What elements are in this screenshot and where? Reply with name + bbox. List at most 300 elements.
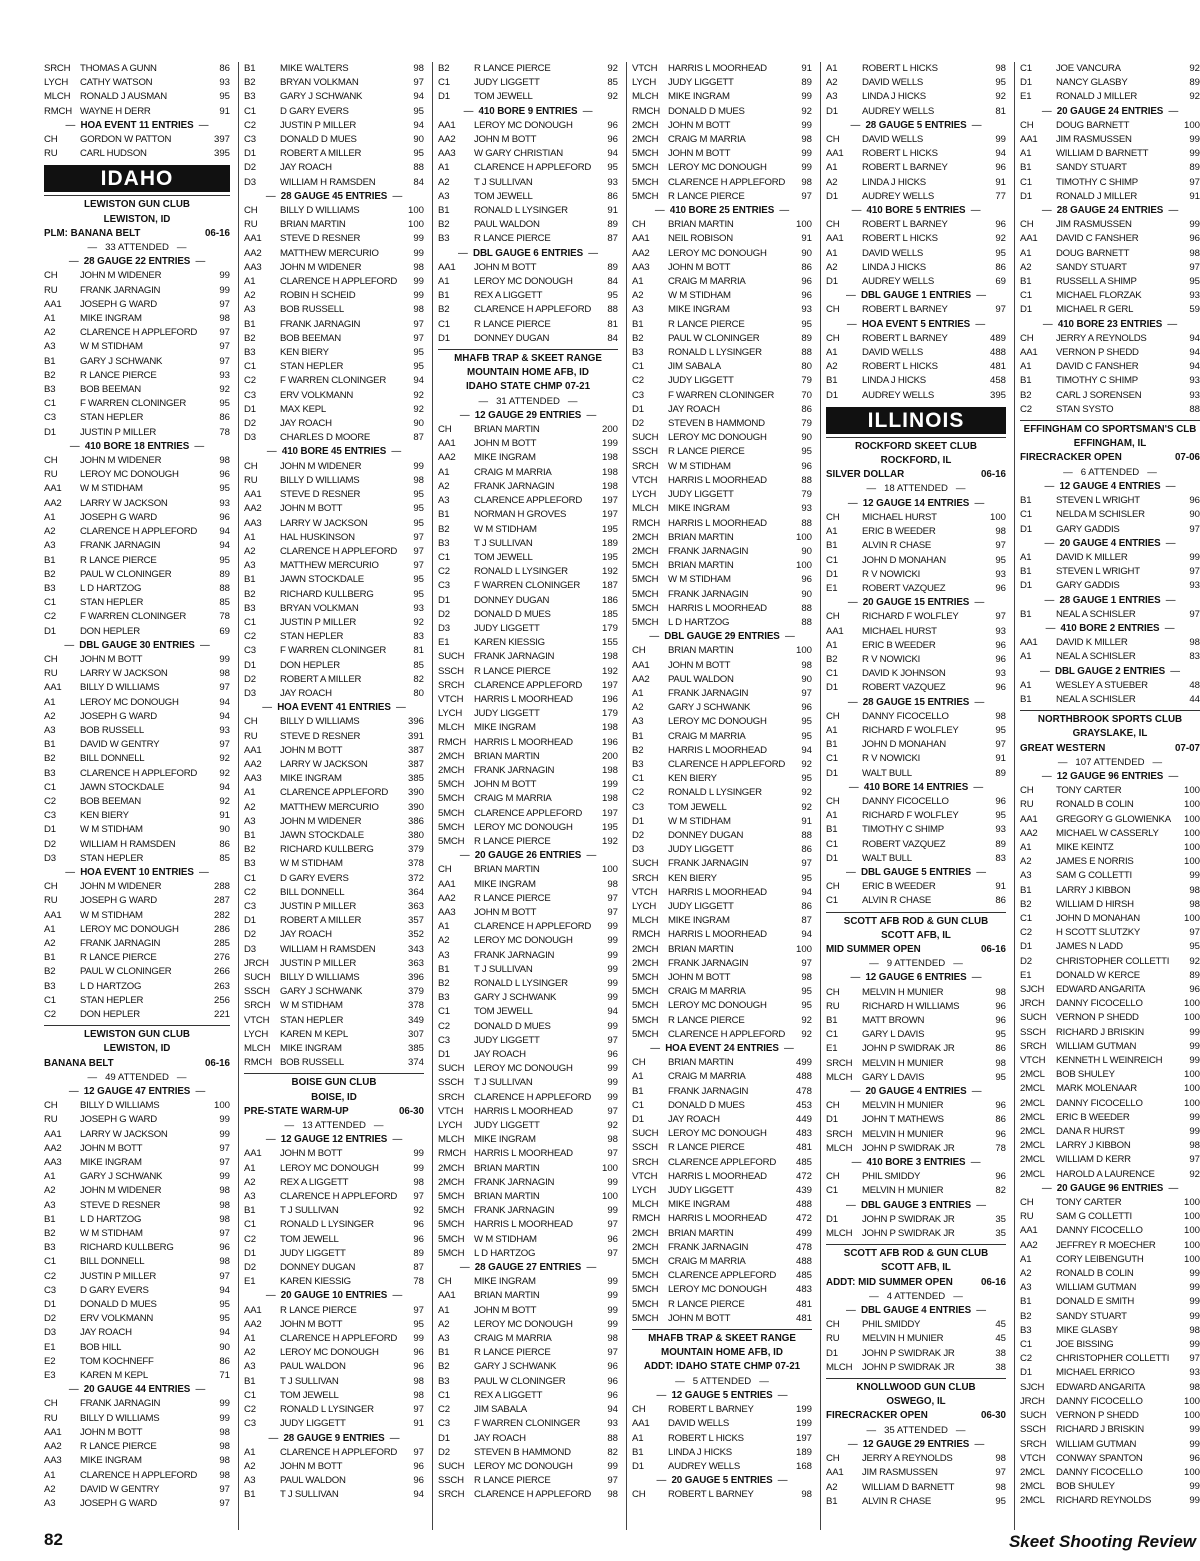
attendance: — 18 ATTENDED — (826, 482, 1006, 496)
result-row (244, 1318, 424, 1332)
shooter-name: DONALD E SMITH (1056, 1296, 1135, 1308)
result-row (44, 62, 230, 76)
score: 98 (995, 1057, 1006, 1069)
shooter-name: JOHN M BOTT (280, 1148, 343, 1160)
result-row (1020, 1026, 1200, 1040)
result-row (826, 275, 1006, 289)
shooter-name: LARRY W JACKSON (80, 1128, 168, 1140)
shooter-name: ROBERT L BARNEY (862, 304, 948, 316)
magazine-title: Skeet Shooting Review (1008, 1532, 1196, 1551)
shooter-name: BOB RUSSELL (280, 1057, 344, 1069)
shooter-name: THOMAS A GUNN (80, 63, 157, 74)
class-label: VTCH (438, 693, 464, 705)
class-label: D1 (1020, 190, 1032, 202)
event-section-header: — DBL GAUGE 4 ENTRIES — (826, 1304, 1006, 1318)
class-label: A3 (438, 1333, 450, 1345)
result-row (244, 403, 424, 417)
shooter-name: BILL DONNELL (280, 886, 345, 898)
shooter-name: MICHAEL HURST (862, 625, 937, 637)
shooter-name: JAY ROACH (280, 162, 332, 174)
shooter-name: LARRY J KIBBON (1056, 884, 1131, 896)
shooter-name: JUDY LIGGETT (474, 622, 540, 634)
class-label: 2MCL (1020, 1495, 1045, 1507)
result-row (44, 1099, 230, 1113)
score: 96 (607, 119, 618, 131)
shooter-name: T J SULLIVAN (474, 537, 533, 549)
class-label: A3 (438, 949, 450, 961)
shooter-name: KEN BIERY (80, 810, 129, 822)
class-label: C2 (438, 1020, 450, 1032)
result-row (1020, 1097, 1200, 1111)
shooter-name: MIKE INGRAM (668, 915, 730, 927)
shooter-name: JUSTIN P MILLER (280, 616, 357, 628)
class-label: AA3 (438, 148, 456, 160)
class-label: A2 (826, 1481, 838, 1493)
score: 98 (1189, 637, 1200, 649)
class-label: C1 (244, 1389, 256, 1401)
class-label: CH (1020, 1197, 1034, 1209)
score: 378 (407, 858, 424, 870)
club-location: SCOTT AFB, IL (881, 1262, 951, 1274)
shooter-name: NELDA M SCHISLER (1056, 509, 1145, 521)
class-label: A3 (244, 815, 256, 827)
class-label: A2 (826, 77, 838, 89)
shooter-name: REX A LIGGETT (474, 1389, 543, 1401)
score: 93 (995, 668, 1006, 680)
shooter-name: JOHN M BOTT (280, 1318, 343, 1330)
shooter-name: HARRIS L MOORHEAD (474, 1105, 573, 1117)
result-row (1020, 1082, 1200, 1096)
class-label: A1 (826, 639, 838, 651)
result-row (244, 517, 424, 531)
class-label: CH (44, 1398, 58, 1410)
score: 97 (413, 318, 424, 330)
shooter-name: FRANK JARNAGIN (80, 540, 161, 552)
result-row (632, 119, 812, 133)
event-section-header: — 410 BORE 18 ENTRIES — (44, 440, 230, 454)
result-row (826, 360, 1006, 374)
shooter-name: F WARREN CLONINGER (80, 398, 187, 410)
result-row (438, 1048, 618, 1062)
class-label: C1 (826, 668, 838, 680)
score: 97 (413, 1304, 424, 1316)
result-row (438, 906, 618, 920)
score: 97 (413, 531, 424, 543)
result-row (244, 76, 424, 90)
shooter-name: BRIAN MARTIN (668, 1227, 734, 1239)
result-row (826, 809, 1006, 823)
shooter-name: FRANK JARNAGIN (80, 284, 161, 296)
class-label: AA1 (1020, 813, 1038, 825)
shooter-name: W M STIDHAM (668, 815, 731, 827)
class-label: C2 (244, 886, 256, 898)
class-label: AA1 (44, 298, 62, 310)
class-label: C3 (632, 801, 644, 813)
score: 98 (1189, 1140, 1200, 1152)
shooter-name: DAVID WELLS (862, 347, 924, 359)
score: 93 (995, 568, 1006, 580)
score: 100 (1183, 1395, 1200, 1407)
result-row (826, 752, 1006, 766)
score: 94 (607, 1404, 618, 1416)
shooter-name: GREGORY G GLOWIENKA (1056, 813, 1171, 825)
score: 374 (407, 1057, 424, 1069)
result-row (1020, 374, 1200, 388)
class-label: AA1 (44, 483, 62, 495)
shooter-name: ALVIN R CHASE (862, 540, 932, 552)
score: 93 (1189, 580, 1200, 592)
class-label: C1 (1020, 1339, 1032, 1351)
class-label: 2MCL (1020, 1069, 1045, 1081)
result-row (244, 815, 424, 829)
result-row (438, 318, 618, 332)
class-label: A1 (826, 63, 838, 74)
score: 98 (1189, 884, 1200, 896)
class-label: SRCH (632, 460, 659, 472)
result-row (826, 639, 1006, 653)
result-row (244, 1261, 424, 1275)
result-row (244, 176, 424, 190)
class-label: D1 (826, 105, 838, 117)
shooter-name: REX A LIGGETT (280, 1176, 349, 1188)
result-row (438, 991, 618, 1005)
shooter-name: JOHN P SWIDRAK JR (862, 1361, 955, 1373)
class-label: D1 (1020, 580, 1032, 592)
score: 99 (1189, 1040, 1200, 1052)
class-label: AA1 (438, 438, 456, 450)
result-row (244, 1332, 424, 1346)
score: 95 (995, 77, 1006, 89)
score: 198 (601, 466, 618, 478)
shooter-name: LEROY MC DONOUGH (80, 469, 179, 481)
class-label: AA3 (44, 1455, 62, 1467)
result-row (826, 1000, 1006, 1014)
shooter-name: CRAIG M MARRIA (474, 793, 552, 805)
shooter-name: HARRIS L MOORHEAD (668, 63, 767, 74)
score: 97 (801, 957, 812, 969)
score: 395 (213, 148, 230, 160)
shooter-name: STEVEN B HAMMOND (474, 1446, 571, 1458)
class-label: RU (1020, 799, 1034, 811)
shooter-name: BRYAN VOLKMAN (280, 602, 359, 614)
shooter-name: DOUG BARNETT (1056, 119, 1130, 131)
result-row (44, 133, 230, 147)
result-row (244, 218, 424, 232)
shooter-name: ROBERT L HICKS (862, 63, 938, 74)
score: 100 (1183, 799, 1200, 811)
shooter-name: RONALD L LYSINGER (668, 787, 762, 799)
result-row (1020, 508, 1200, 522)
score: 92 (607, 91, 618, 103)
club-name: BOISE GUN CLUB (244, 1073, 424, 1090)
shooter-name: FRANK JARNAGIN (668, 1241, 749, 1253)
result-row (632, 1255, 812, 1269)
result-row (632, 176, 812, 190)
score: 93 (995, 625, 1006, 637)
result-row (44, 610, 230, 624)
result-row (826, 90, 1006, 104)
shooter-name: TOM KOCHNEFF (80, 1355, 154, 1367)
class-label: CH (826, 795, 840, 807)
class-label: B2 (438, 523, 450, 535)
score: 98 (413, 1389, 424, 1401)
result-row (632, 730, 812, 744)
result-row (244, 232, 424, 246)
score: 95 (1189, 941, 1200, 953)
event-date: 06-16 (980, 1276, 1006, 1288)
result-row (44, 1312, 230, 1326)
result-row (632, 147, 812, 161)
score: 97 (1189, 1353, 1200, 1365)
event-section-header: — DBL GAUGE 1 ENTRIES — (826, 289, 1006, 303)
result-row (1020, 608, 1200, 622)
score: 93 (1189, 375, 1200, 387)
result-row (632, 829, 812, 843)
class-label: A1 (244, 1162, 256, 1174)
result-row (44, 340, 230, 354)
class-label: B2 (438, 304, 450, 316)
result-row (244, 289, 424, 303)
result-row (44, 1298, 230, 1312)
class-label: A1 (44, 1469, 56, 1481)
shooter-name: HARRIS L MOORHEAD (668, 929, 767, 941)
shooter-name: KAREN KIESSIG (474, 637, 545, 649)
shooter-name: JAWN STOCKDALE (280, 829, 364, 841)
score: 197 (601, 679, 618, 691)
result-row (632, 1198, 812, 1212)
result-row (1020, 1281, 1200, 1295)
shooter-name: JIM RASMUSSEN (1056, 134, 1132, 146)
result-row (1020, 1153, 1200, 1167)
class-label: CH (632, 219, 646, 231)
score: 86 (219, 63, 230, 74)
shooter-name: BRIAN MARTIN (474, 1162, 540, 1174)
score: 98 (219, 1455, 230, 1467)
score: 90 (801, 247, 812, 259)
score: 99 (801, 162, 812, 174)
result-row (632, 374, 812, 388)
result-row (632, 1460, 812, 1474)
shooter-name: WILLIAM GUTMAN (1056, 1282, 1137, 1294)
class-label: D1 (826, 1347, 838, 1359)
result-row (244, 900, 424, 914)
shooter-name: HARRIS L MOORHEAD (668, 1213, 767, 1225)
score: 94 (219, 1327, 230, 1339)
class-label: AA1 (244, 489, 262, 501)
score: 276 (213, 952, 230, 964)
result-row (44, 1241, 230, 1255)
score: 195 (601, 551, 618, 563)
class-label: D1 (244, 1247, 256, 1259)
result-row (44, 383, 230, 397)
class-label: CH (826, 134, 840, 146)
result-row (632, 1488, 812, 1502)
result-row (632, 999, 812, 1013)
score: 92 (801, 1028, 812, 1040)
shooter-name: BILLY D WILLIAMS (280, 972, 360, 983)
class-label: A2 (244, 1460, 256, 1472)
club-name: NORTHBROOK SPORTS CLUB (1020, 710, 1200, 727)
shooter-name: LEROY MC DONOUGH (668, 1000, 767, 1012)
score: 95 (413, 148, 424, 160)
result-row (632, 687, 812, 701)
shooter-name: KAREN KIESSIG (280, 1276, 351, 1288)
score: 96 (1189, 233, 1200, 245)
result-row (826, 625, 1006, 639)
class-label: A1 (1020, 679, 1032, 691)
score: 87 (413, 1262, 424, 1274)
score: 95 (413, 588, 424, 600)
class-label: E1 (244, 1276, 256, 1288)
result-row (244, 573, 424, 587)
result-row (244, 886, 424, 900)
score: 97 (219, 1497, 230, 1509)
result-row (826, 852, 1006, 866)
result-row (44, 1255, 230, 1269)
score: 97 (607, 1105, 618, 1117)
result-row (438, 1119, 618, 1133)
result-row (438, 1233, 618, 1247)
score: 95 (219, 91, 230, 103)
score: 84 (607, 332, 618, 344)
score: 99 (1189, 1339, 1200, 1351)
class-label: AA1 (44, 1128, 62, 1140)
score: 100 (1183, 1211, 1200, 1223)
class-label: B1 (1020, 693, 1032, 705)
score: 95 (801, 1000, 812, 1012)
result-row (438, 90, 618, 104)
shooter-name: MIKE INGRAM (280, 1043, 342, 1055)
shooter-name: W M STIDHAM (280, 858, 343, 870)
result-row (244, 502, 424, 516)
class-label: C1 (826, 1029, 838, 1041)
class-label: CH (826, 881, 840, 893)
score: 79 (801, 418, 812, 430)
shooter-name: LEROY MC DONOUGH (474, 1460, 573, 1472)
result-row (438, 437, 618, 451)
result-row (1020, 679, 1200, 693)
shooter-name: ROBERT L BARNEY (862, 219, 948, 231)
class-label: B1 (244, 63, 256, 74)
score: 91 (413, 1418, 424, 1430)
shooter-name: CLARENCE H APPLEFORD (280, 276, 398, 288)
shooter-name: FRANK JARNAGIN (474, 480, 555, 492)
class-label: A3 (632, 716, 644, 728)
class-label: SRCH (826, 1128, 853, 1140)
shooter-name: PHIL SMIDDY (862, 1319, 921, 1331)
class-label: LYCH (438, 1120, 463, 1132)
shooter-name: STEVEN L WRIGHT (1056, 566, 1140, 578)
score: 95 (413, 1318, 424, 1330)
class-label: C2 (44, 1270, 56, 1282)
class-label: B1 (44, 952, 56, 964)
class-label: AA2 (44, 1142, 62, 1154)
score: 97 (801, 190, 812, 202)
shooter-name: JUDY LIGGETT (668, 1185, 734, 1197)
result-row (1020, 303, 1200, 317)
shooter-name: BOB SHULEY (1056, 1481, 1115, 1493)
score: 100 (1183, 1097, 1200, 1109)
class-label: D3 (244, 687, 256, 699)
class-label: D2 (244, 162, 256, 174)
results-column (44, 62, 230, 1530)
class-label: B3 (438, 233, 450, 245)
score: 364 (407, 886, 424, 898)
result-row (632, 1113, 812, 1127)
score: 97 (1189, 1154, 1200, 1166)
result-row (1020, 551, 1200, 565)
result-row (44, 823, 230, 837)
class-label: A3 (44, 1199, 56, 1211)
class-label: B1 (1020, 495, 1032, 507)
result-row (632, 1170, 812, 1184)
result-row (826, 1071, 1006, 1085)
score: 453 (795, 1099, 812, 1111)
score: 91 (995, 753, 1006, 765)
class-label: AA1 (1020, 347, 1038, 359)
result-row (244, 119, 424, 133)
class-label: AA1 (244, 1148, 262, 1160)
event-date: 07-06 (1174, 452, 1200, 464)
result-row (826, 1014, 1006, 1028)
score: 96 (995, 1128, 1006, 1140)
result-row (1020, 119, 1200, 133)
result-row (244, 730, 424, 744)
event-section-header: — 410 BORE 14 ENTRIES — (826, 781, 1006, 795)
class-label: D1 (44, 426, 56, 438)
class-label: RU (244, 730, 258, 742)
shooter-name: JUDY LIGGETT (668, 77, 734, 89)
shooter-name: RICHARD J BRISKIN (1056, 1026, 1144, 1038)
result-row (826, 190, 1006, 204)
result-row (826, 1466, 1006, 1480)
shooter-name: JOHN P SWIDRAK JR (862, 1213, 955, 1225)
shooter-name: DONALD D MUES (668, 1099, 745, 1111)
shooter-name: CONWAY SPANTON (1056, 1452, 1143, 1464)
shooter-name: R V NOWICKI (862, 653, 921, 665)
class-label: A2 (438, 480, 450, 492)
result-row (826, 1227, 1006, 1241)
results-page (44, 62, 1200, 1530)
shooter-name: JUDY LIGGETT (668, 844, 734, 856)
result-row (438, 736, 618, 750)
class-label: B1 (1020, 884, 1032, 896)
event-section-header: — 20 GAUGE 15 ENTRIES — (826, 596, 1006, 610)
shooter-name: JAY ROACH (474, 1049, 526, 1061)
class-label: C3 (244, 1418, 256, 1430)
class-label: RU (44, 469, 58, 481)
result-row (438, 1176, 618, 1190)
score: 78 (413, 1276, 424, 1288)
class-label: AA1 (44, 682, 62, 694)
result-row (244, 1162, 424, 1176)
shooter-name: BRIAN MARTIN (668, 943, 734, 955)
class-label: SRCH (632, 1156, 659, 1168)
result-row (438, 1190, 618, 1204)
shooter-name: AUDREY WELLS (862, 276, 934, 288)
shooter-name: JOHN M WIDENER (280, 261, 362, 273)
score: 195 (601, 523, 618, 535)
result-row (44, 625, 230, 639)
score: 98 (995, 63, 1006, 74)
result-row (438, 636, 618, 650)
result-row (44, 795, 230, 809)
class-label: A2 (244, 801, 256, 813)
score: 98 (607, 1134, 618, 1146)
shooter-name: D GARY EVERS (280, 105, 349, 117)
result-row (826, 389, 1006, 403)
class-label: D1 (826, 1213, 838, 1225)
